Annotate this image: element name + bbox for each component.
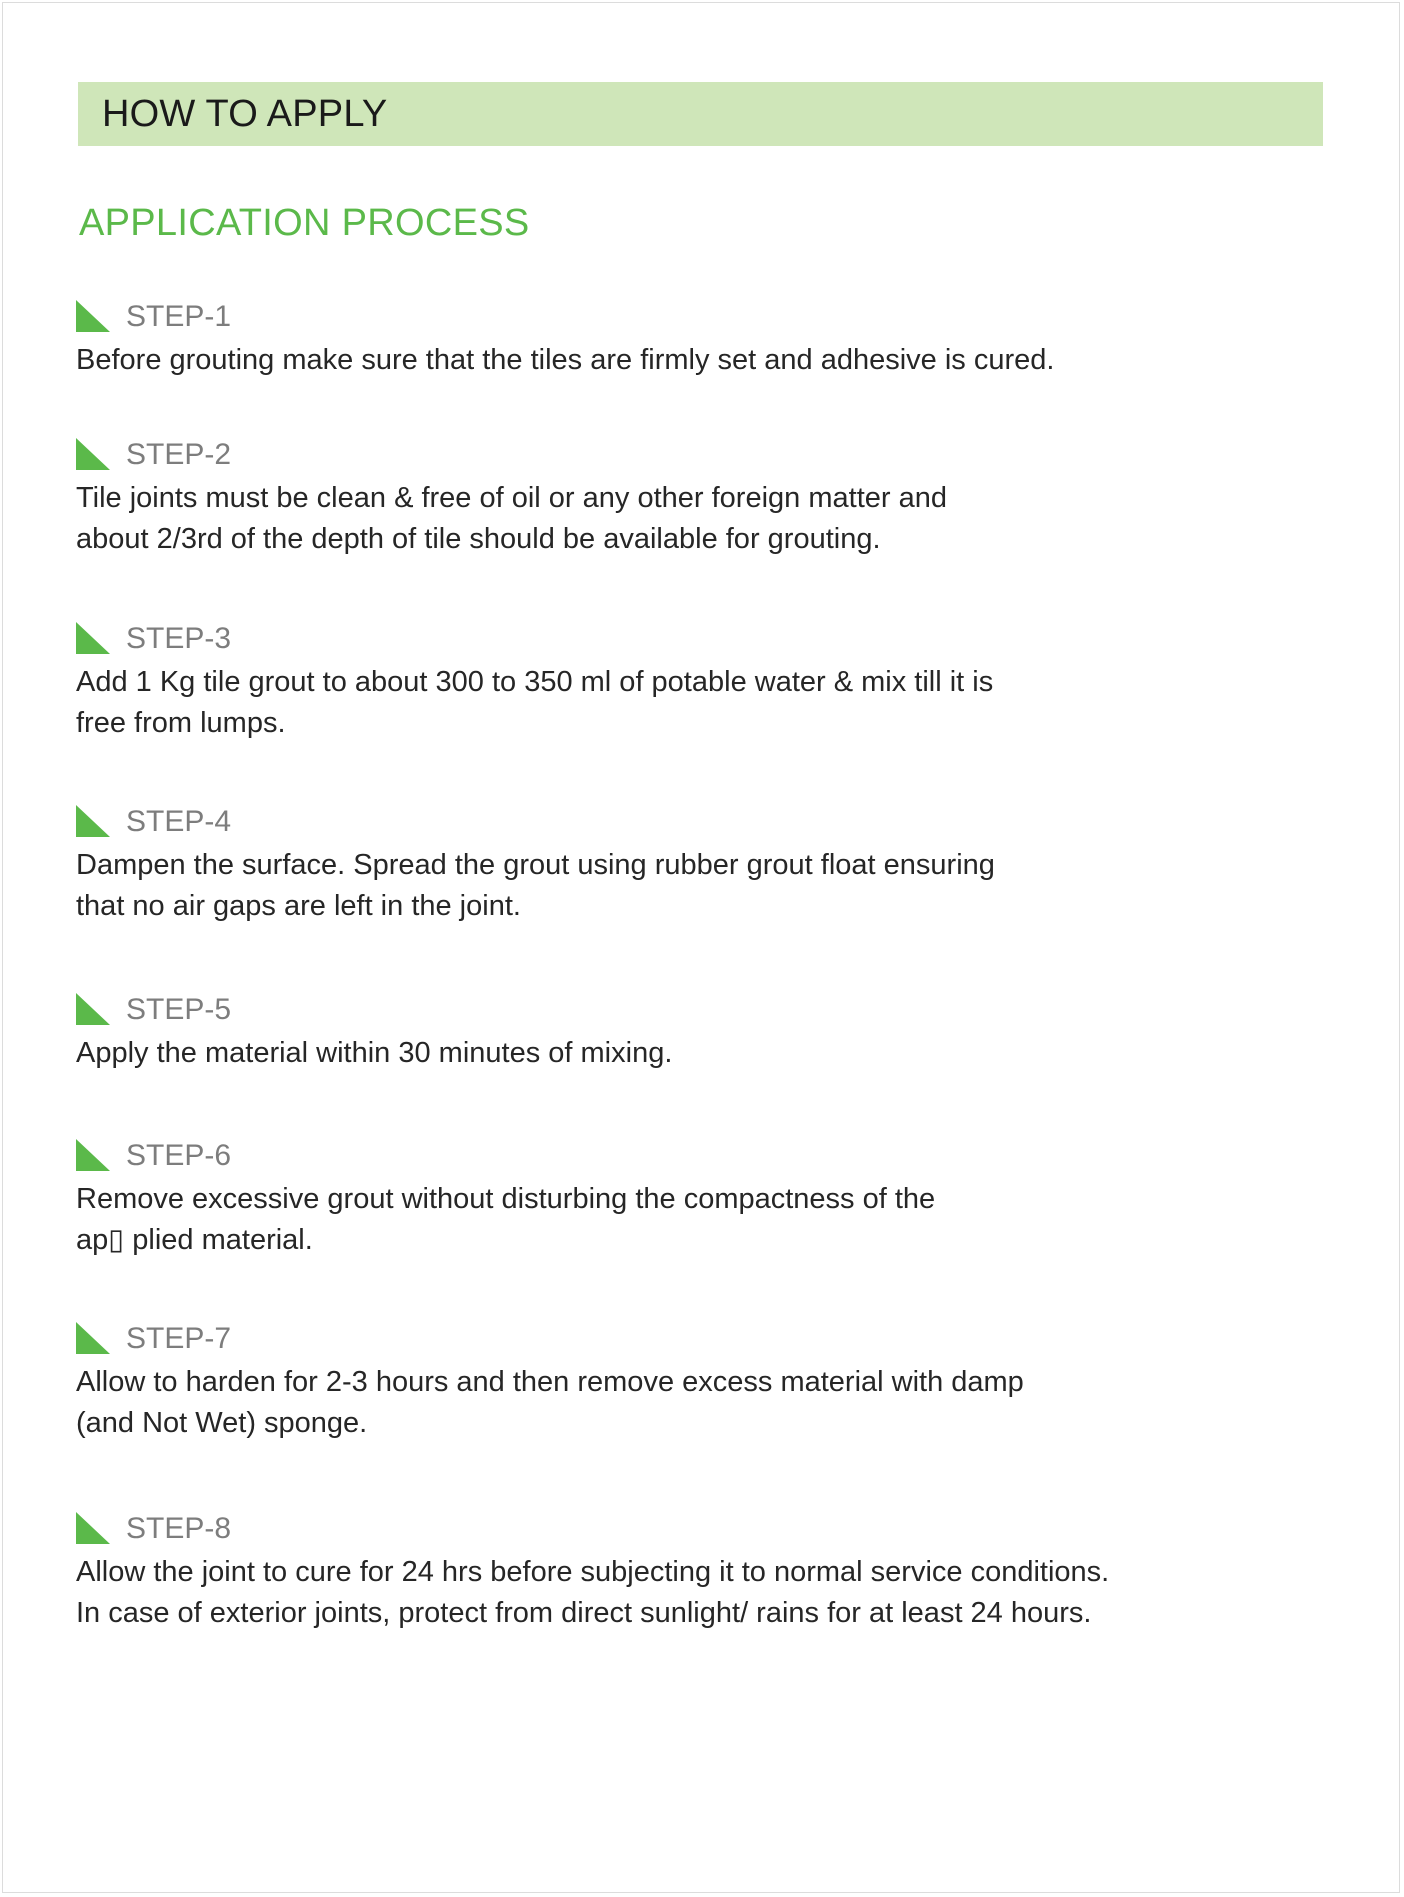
step-label: STEP-5 <box>126 993 232 1026</box>
green-triangle-icon <box>76 993 110 1025</box>
step-text: Allow to harden for 2-3 hours and then remove excess material with damp (and Not Wet) sponge. <box>76 1366 1024 1439</box>
step-1 <box>76 294 1276 381</box>
step-text: Remove excessive grout without disturbing the compactness of the ap▯ plied material. <box>76 1183 936 1256</box>
step-5 <box>76 987 1276 1074</box>
green-triangle-icon <box>76 622 110 654</box>
step-label: STEP-7 <box>126 1322 232 1355</box>
step-7 <box>76 1316 1276 1444</box>
green-triangle-icon <box>76 300 110 332</box>
step-text: Allow the joint to cure for 24 hrs before subjecting it to normal service conditions. In case of exterior joints, protect from direct sunlight/ rains for at least 24 hours. <box>76 1556 1110 1629</box>
step-text: Before grouting make sure that the tiles are firmly set and adhesive is cured. <box>76 344 1055 376</box>
green-triangle-icon <box>76 805 110 837</box>
step-label: STEP-1 <box>126 300 232 333</box>
green-triangle-icon <box>76 1139 110 1171</box>
step-2 <box>76 432 1276 560</box>
step-8 <box>76 1506 1276 1634</box>
step-text: Tile joints must be clean & free of oil or any other foreign matter and about 2/3rd of the depth of tile should be available for grouting. <box>76 482 947 555</box>
green-triangle-icon <box>76 1322 110 1354</box>
step-3 <box>76 616 1276 744</box>
header-bar <box>78 82 1323 146</box>
green-triangle-icon <box>76 438 110 470</box>
step-text: Dampen the surface. Spread the grout using rubber grout float ensuring that no air gaps are left in the joint. <box>76 849 995 922</box>
step-text: Apply the material within 30 minutes of mixing. <box>76 1037 673 1069</box>
section-title: APPLICATION PROCESS <box>79 202 530 244</box>
step-label: STEP-4 <box>126 805 232 838</box>
step-label: STEP-3 <box>126 622 232 655</box>
step-6 <box>76 1133 1276 1261</box>
green-triangle-icon <box>76 1512 110 1544</box>
step-text: Add 1 Kg tile grout to about 300 to 350 ml of potable water & mix till it is free from lumps. <box>76 666 994 739</box>
step-label: STEP-2 <box>126 438 232 471</box>
page-title: HOW TO APPLY <box>102 92 388 135</box>
step-label: STEP-6 <box>126 1139 232 1172</box>
step-4 <box>76 799 1276 927</box>
step-label: STEP-8 <box>126 1512 232 1545</box>
